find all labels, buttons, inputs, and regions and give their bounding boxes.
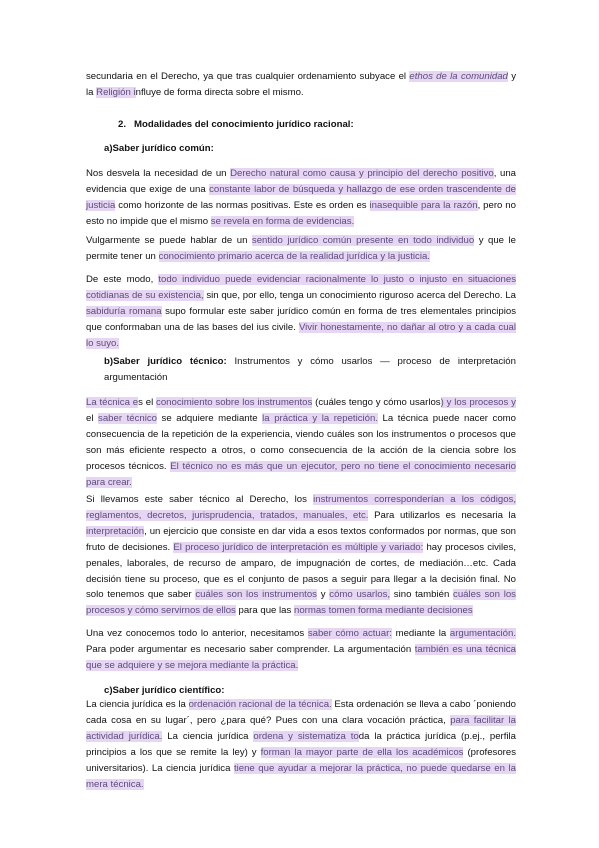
text-span: (cuáles tengo y cómo usarlos [312,397,441,408]
paragraph-b2 [86,492,516,619]
text-span: , una evidencia que exige de una [86,168,517,195]
text-span: da la práctica jurídica (p.ej., perfila principios a los que se remite la ley) y [86,730,517,758]
text-span: como horizonte de las normas positivas. Este es orden es [115,199,370,211]
text-span: La ciencia jurídica [162,730,254,742]
subheading-label: b) [104,356,114,367]
paragraph-b3 [86,626,516,674]
highlight-span: Derecho natural como causa y principio del derecho positivo [230,168,494,179]
paragraph-b1 [86,395,516,490]
text-span: Esta ordenación se lleva a cabo ´poniendo cada cosa en su lugar´, pero ¿para qué? Pues con una clara vocación práctica, [86,699,516,726]
highlight-span: Religión i [96,86,136,98]
highlight-span: cuáles son los instrumentos [195,589,317,601]
text-span: Una vez conocemos todo lo anterior, necesitamos [86,628,308,639]
subheading-title: Saber jurídico común: [112,143,214,154]
subheading-label: a) [104,143,113,154]
highlight-span: constante labor de búsqueda y hallazgo de ese orden trascendente de justicia [86,183,517,211]
text-span: Si llevamos este saber técnico al Derecho, los [86,494,314,505]
subheading-title: Saber jurídico científico: [112,685,225,696]
highlight-span: normas tomen forma mediante decisiones [293,605,473,617]
paragraph-c1 [86,697,516,792]
highlight-span: Vivir honestamente, no dañar al otro y a cada cual lo suyo. [86,321,516,349]
highlight-span: ordenación racional de la técnica. [188,699,332,710]
text-span: secundaria en el Derecho, ya que tras cualquier ordenamiento subyace el [86,71,410,82]
text-span: De este modo, [86,274,159,285]
highlight-span: saber técnico [98,412,157,424]
highlight-span: ethos de la comunidad [409,71,508,82]
text-span: hay procesos civiles, penales, laborales, de recurso de amparo, de impugnación de cortes, de mediación…etc. Cada decisión tiene su proceso, que es el conjunto de pasos a seguir para llegar a la decisión final. No solo tenemos que saber [86,541,516,601]
subheading-a [104,141,214,157]
text-span: , pero no esto no impide que el mismo [86,199,516,227]
text-span: Nos desvela la necesidad de un [86,168,231,179]
text-span: y la [86,71,516,98]
subheading-rest: Instrumentos y cómo usarlos — proceso de interpretación argumentación [104,356,516,383]
subheading-title: Saber jurídico técnico: [113,356,227,367]
text-span: (profesores universitarios). La ciencia jurídica [86,746,516,774]
highlight-span: se revela en forma de evidencias. [210,215,355,227]
highlight-span: ) y los procesos y [440,397,516,408]
highlight-span: tiene que ayudar a mejorar la práctica, no puede quedarse en la mera técnica. [86,762,516,790]
text-span: mediante la [391,628,450,639]
text-span: La ciencia jurídica es la [86,699,189,710]
highlight-span: sentido jurídico común presente en todo individuo [251,235,475,246]
text-span: Para utilizarlos es necesaria la [368,509,517,521]
highlight-span: conocimiento sobre los instrumentos [156,397,313,408]
highlight-span: El proceso jurídico de interpretación es múltiple y variado: [173,541,424,553]
text-span: y [316,589,330,601]
highlight-span: El técnico no es más que un ejecutor, pero no tiene el conocimiento necesario para crear. [86,460,516,488]
highlight-span: argumentación. [449,628,516,639]
text-span: se adquiere mediante [157,412,263,424]
section-number: 2. [118,119,127,130]
highlight-span: la práctica y la repetición. [262,412,378,424]
highlight-span: conocimiento primario acerca de la realidad jurídica y la justicia. [158,250,430,262]
highlight-span: para facilitar la actividad jurídica. [86,714,516,742]
highlight-span: interpretación [86,525,145,537]
text-span: supo formular este saber jurídico común en forma de tres elementales principios que conformaban una de las bases del ius civile. [86,305,516,333]
subheading-b [104,354,516,386]
highlight-span: saber cómo actuar: [307,628,392,639]
highlight-span: inasequible para la razón [369,199,478,211]
text-span: y que le permite tener un [86,235,516,262]
highlight-span: ordena y sistematiza to [253,730,359,742]
paragraph-intro [86,69,516,101]
paragraph-a3 [86,272,516,352]
highlight-span: cuáles son los procesos y cómo servirnos de ellos [86,589,516,617]
highlight-span: La técnica e [86,397,139,408]
highlight-span: todo individuo puede evidenciar racionalmente lo justo o injusto en situaciones cotidianas de su existencia, [86,274,516,301]
text-span: La técnica puede nacer como consecuencia de la repetición de la experiencia, viendo cuáles son los instrumentos o procesos que son más eficiente respecto a otros, o como consecuencia de la acción de la ciencia sobre los procesos técnicos. [86,412,516,472]
highlight-span: instrumentos corresponderían a los códigos, reglamentos, decretos, jurisprudencia, tratados, manuales, etc. [86,494,516,521]
paragraph-a2 [86,233,516,265]
highlight-span: forman la mayor parte de ella los académicos [260,746,464,758]
text-span: s el [138,397,157,408]
highlight-span: también es una técnica que se adquiere y se mejora mediante la práctica. [86,643,516,671]
text-span: Vulgarmente se puede hablar de un [86,235,252,246]
text-span: nfluye de forma directa sobre el mismo. [135,86,304,98]
section-title: Modalidades del conocimiento jurídico racional: [134,119,354,130]
text-span: para que las [235,605,294,617]
subheading-label: c) [104,685,113,696]
text-span: Para poder argumentar es necesario saber comprender. La argumentación [86,643,415,655]
text-span: , un ejercicio que consiste en dar vida a esos textos conformados por normas, que son fruto de decisiones. [86,525,516,553]
highlight-span: cómo usarlos, [329,589,391,601]
section-heading [118,117,354,133]
paragraph-a1 [86,166,516,230]
text-span: el [86,412,99,424]
text-span: sino también [390,589,454,601]
text-span: sin que, por ello, tenga un conocimiento riguroso acerca del Derecho. La [203,289,517,301]
highlight-span: sabiduría romana [86,305,162,317]
